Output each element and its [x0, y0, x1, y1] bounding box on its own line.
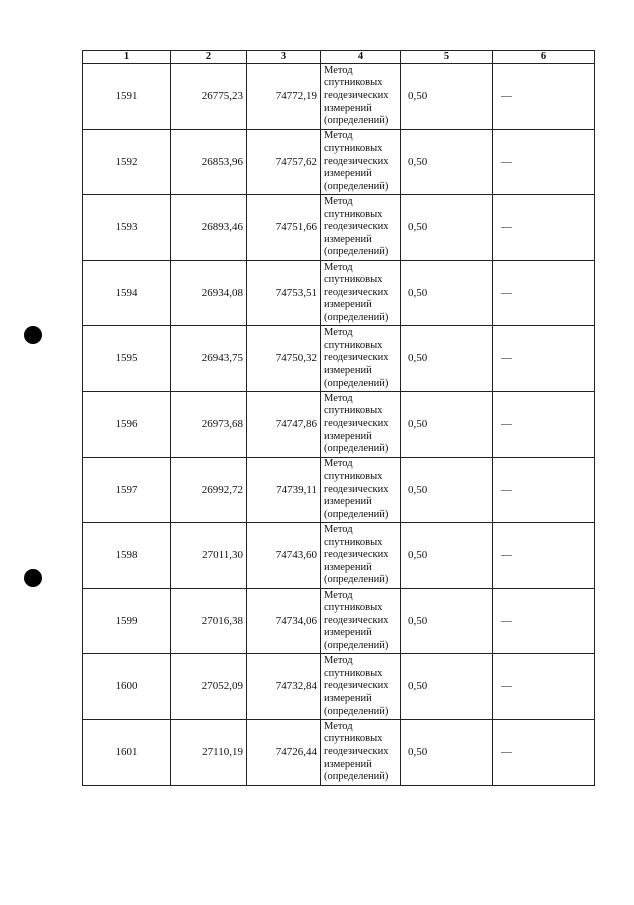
method-line: (определений)	[324, 639, 389, 651]
coordinate-x-cell: 26893,46	[171, 195, 247, 261]
method-line: спутниковых	[324, 470, 383, 482]
note-cell: —	[493, 195, 595, 261]
point-number-cell: 1593	[83, 195, 171, 261]
coordinate-x-cell: 26992,72	[171, 457, 247, 523]
method-line: спутниковых	[324, 667, 383, 679]
method-line: спутниковых	[324, 339, 383, 351]
method-line: Метод	[324, 720, 353, 732]
method-line: спутниковых	[324, 77, 383, 89]
coordinate-y-cell: 74751,66	[247, 195, 321, 261]
table-row	[83, 654, 595, 720]
method-line: Метод	[324, 523, 353, 535]
table-row	[83, 523, 595, 589]
method-line: измерений	[324, 364, 372, 376]
point-number-cell: 1594	[83, 260, 171, 326]
method-line: спутниковых	[324, 733, 383, 745]
note-cell: —	[493, 523, 595, 589]
accuracy-cell: 0,50	[401, 719, 493, 785]
method-line: геодезических	[324, 352, 389, 364]
table-row	[83, 457, 595, 523]
method-line: геодезических	[324, 549, 389, 561]
method-line: спутниковых	[324, 274, 383, 286]
method-line: (определений)	[324, 115, 389, 127]
note-cell: —	[493, 654, 595, 720]
method-cell	[321, 260, 401, 326]
coordinate-y-cell: 74734,06	[247, 588, 321, 654]
method-line: (определений)	[324, 443, 389, 455]
method-cell	[321, 326, 401, 392]
table-row	[83, 588, 595, 654]
method-line: геодезических	[324, 680, 389, 692]
accuracy-cell: 0,50	[401, 195, 493, 261]
method-line: измерений	[324, 758, 372, 770]
method-line: Метод	[324, 261, 353, 273]
punch-hole-top	[24, 326, 42, 344]
point-number-cell: 1598	[83, 523, 171, 589]
note-cell: —	[493, 719, 595, 785]
accuracy-cell: 0,50	[401, 457, 493, 523]
point-number-cell: 1600	[83, 654, 171, 720]
accuracy-cell: 0,50	[401, 523, 493, 589]
accuracy-cell: 0,50	[401, 260, 493, 326]
table-row	[83, 129, 595, 195]
table-row	[83, 326, 595, 392]
method-cell	[321, 391, 401, 457]
column-header: 3	[247, 51, 321, 64]
method-line: геодезических	[324, 286, 389, 298]
method-line: измерений	[324, 168, 372, 180]
table-row	[83, 391, 595, 457]
punch-hole-bottom	[24, 569, 42, 587]
accuracy-cell: 0,50	[401, 64, 493, 130]
point-number-cell: 1591	[83, 64, 171, 130]
method-cell	[321, 129, 401, 195]
method-line: Метод	[324, 458, 353, 470]
method-cell	[321, 64, 401, 130]
method-line: геодезических	[324, 745, 389, 757]
note-cell: —	[493, 260, 595, 326]
coordinate-y-cell: 74732,84	[247, 654, 321, 720]
method-line: Метод	[324, 655, 353, 667]
column-header: 1	[83, 51, 171, 64]
note-cell: —	[493, 129, 595, 195]
method-line: Метод	[324, 392, 353, 404]
table-body	[83, 64, 595, 786]
accuracy-cell: 0,50	[401, 129, 493, 195]
method-line: (определений)	[324, 246, 389, 258]
coordinate-x-cell: 26775,23	[171, 64, 247, 130]
method-line: (определений)	[324, 180, 389, 192]
point-number-cell: 1592	[83, 129, 171, 195]
method-line: геодезических	[324, 90, 389, 101]
column-header: 6	[493, 51, 595, 64]
table-header-row	[83, 51, 595, 64]
method-line: измерений	[324, 627, 372, 639]
point-number-cell: 1601	[83, 719, 171, 785]
method-line: Метод	[324, 64, 353, 76]
coordinates-table	[82, 50, 595, 786]
point-number-cell: 1597	[83, 457, 171, 523]
note-cell: —	[493, 326, 595, 392]
coordinate-x-cell: 26934,08	[171, 260, 247, 326]
coordinate-y-cell: 74772,19	[247, 64, 321, 130]
column-header: 4	[321, 51, 401, 64]
method-line: измерений	[324, 561, 372, 573]
coordinate-x-cell: 27011,30	[171, 523, 247, 589]
coordinate-y-cell: 74750,32	[247, 326, 321, 392]
coordinate-y-cell: 74747,86	[247, 391, 321, 457]
method-line: Метод	[324, 327, 353, 339]
point-number-cell: 1595	[83, 326, 171, 392]
method-line: спутниковых	[324, 208, 383, 220]
accuracy-cell: 0,50	[401, 654, 493, 720]
method-line: Метод	[324, 589, 353, 601]
point-number-cell: 1599	[83, 588, 171, 654]
method-cell	[321, 523, 401, 589]
table-row	[83, 260, 595, 326]
coordinate-x-cell: 26973,68	[171, 391, 247, 457]
method-line: спутниковых	[324, 405, 383, 417]
coordinate-x-cell: 26853,96	[171, 129, 247, 195]
method-line: спутниковых	[324, 143, 383, 154]
coordinate-x-cell: 27016,38	[171, 588, 247, 654]
note-cell: —	[493, 588, 595, 654]
method-line: геодезических	[324, 417, 389, 429]
column-header: 5	[401, 51, 493, 64]
coordinate-y-cell: 74757,62	[247, 129, 321, 195]
method-cell	[321, 588, 401, 654]
method-line: измерений	[324, 430, 372, 442]
method-line: геодезических	[324, 614, 389, 626]
table-row	[83, 64, 595, 130]
method-line: (определений)	[324, 705, 389, 717]
method-line: измерений	[324, 102, 372, 114]
method-line: (определений)	[324, 574, 389, 586]
method-line: геодезических	[324, 483, 389, 495]
method-line: Метод	[324, 130, 353, 142]
coordinate-x-cell: 27110,19	[171, 719, 247, 785]
method-line: Метод	[324, 196, 353, 207]
coordinate-x-cell: 26943,75	[171, 326, 247, 392]
note-cell: —	[493, 64, 595, 130]
method-line: геодезических	[324, 155, 389, 167]
coordinate-y-cell: 74739,11	[247, 457, 321, 523]
method-cell	[321, 195, 401, 261]
method-line: (определений)	[324, 311, 389, 323]
method-line: (определений)	[324, 377, 389, 389]
accuracy-cell: 0,50	[401, 391, 493, 457]
note-cell: —	[493, 457, 595, 523]
column-header: 2	[171, 51, 247, 64]
accuracy-cell: 0,50	[401, 326, 493, 392]
coordinate-y-cell: 74726,44	[247, 719, 321, 785]
coordinate-y-cell: 74753,51	[247, 260, 321, 326]
accuracy-cell: 0,50	[401, 588, 493, 654]
method-line: спутниковых	[324, 602, 383, 614]
coordinate-y-cell: 74743,60	[247, 523, 321, 589]
method-cell	[321, 654, 401, 720]
method-cell	[321, 457, 401, 523]
method-line: измерений	[324, 233, 372, 245]
method-line: (определений)	[324, 508, 389, 520]
point-number-cell: 1596	[83, 391, 171, 457]
method-line: спутниковых	[324, 536, 383, 548]
method-line: измерений	[324, 692, 372, 704]
method-cell	[321, 719, 401, 785]
table-row	[83, 195, 595, 261]
table-row	[83, 719, 595, 785]
method-line: измерений	[324, 299, 372, 311]
method-line: измерений	[324, 496, 372, 508]
method-line: геодезических	[324, 221, 389, 233]
note-cell: —	[493, 391, 595, 457]
method-line: (определений)	[324, 771, 389, 783]
coordinate-x-cell: 27052,09	[171, 654, 247, 720]
